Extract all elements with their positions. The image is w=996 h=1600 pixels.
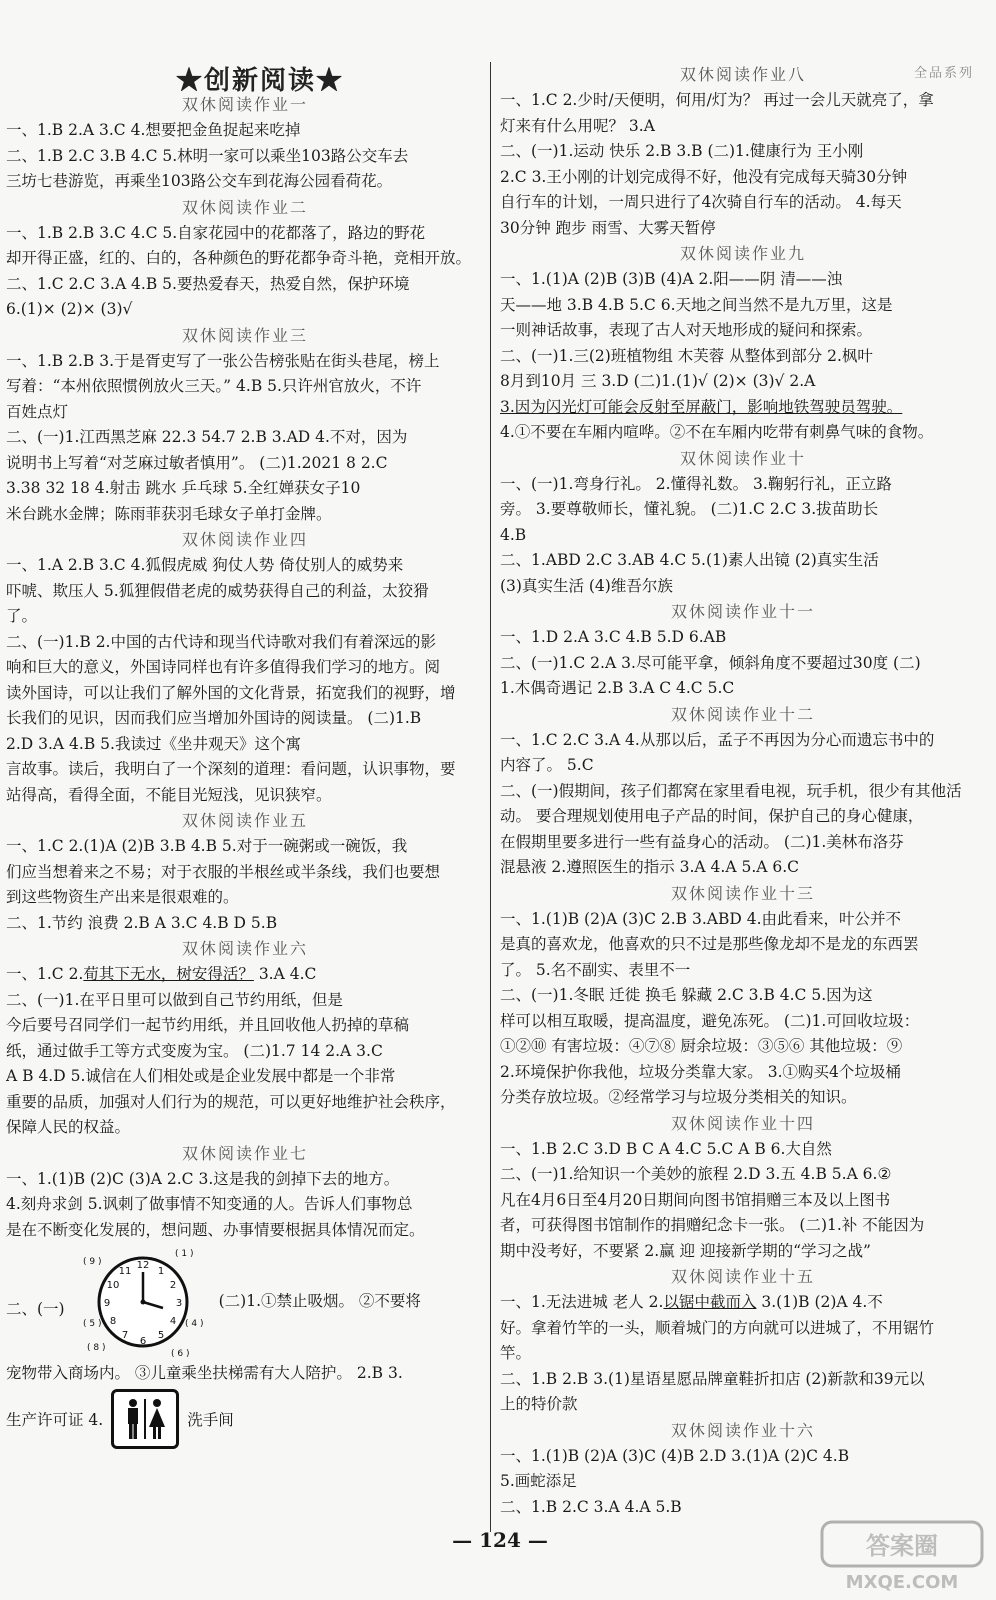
svg-text:7: 7 <box>121 1330 128 1341</box>
answer-line: 二、(一)假期间，孩子们都窝在家里看电视，玩手机，很少有其他活 <box>500 781 962 800</box>
section-heading: 双休阅读作业一 <box>181 95 308 114</box>
answer-line: 4.刻舟求剑 5.讽刺了做事情不知变通的人。告诉人们事物总 <box>6 1195 413 1213</box>
svg-text:2: 2 <box>169 1280 176 1291</box>
answer-line: A B 4.D 5.诚信在人们相处或是企业发展中都是一个非常 <box>6 1067 396 1085</box>
answer-line: 一、1.A 2.B 3.C 4.狐假虎威 狗仗人势 倚仗别人的威势来 <box>6 556 404 574</box>
answer-line: 重要的品质，加强对人们行为的规范，可以更好地维护社会秩序， <box>6 1092 456 1111</box>
answer-line: 样可以相互取暖，提高温度，避免冻死。 (二)1.可回收垃圾： <box>500 1011 920 1030</box>
watermark-logo-icon <box>818 1518 988 1594</box>
answer-line: 二、(一)1.给知识一个美妙的旅程 2.D 3.五 4.B 5.A 6.② <box>500 1165 892 1183</box>
answer-text: 3.A 4.C <box>253 965 317 983</box>
answer-line: 一、1.B 2.B 3.于是胥吏写了一张公告榜张贴在街头巷尾，榜上 <box>6 351 440 370</box>
answer-line: 了。 <box>6 607 38 625</box>
section-heading: 双休阅读作业十一 <box>670 602 815 621</box>
answer-line: 2.C 3.王小刚的计划完成得不好，他没有完成每天骑30分钟 <box>500 167 908 186</box>
answer-line: 响和巨大的意义，外国诗同样也有许多值得我们学习的地方。阅 <box>6 658 441 676</box>
answer-line: 一、1.D 2.A 3.C 4.B 5.D 6.AB <box>500 628 727 646</box>
answer-line: 内容了。 5.C <box>500 756 594 774</box>
answer-line: 自行车的计划，一周只进行了4次骑自行车的活动。 4.每天 <box>500 193 902 211</box>
svg-text:( 6 ): ( 6 ) <box>170 1349 190 1358</box>
underlined-answer: 3.因为闪光灯可能会反射至屏蔽门，影响地铁驾驶员驾驶。 <box>500 397 903 416</box>
answer-line: 是真的喜欢龙，他喜欢的只不过是那些像龙却不是龙的东西罢 <box>500 935 919 953</box>
answer-line: 分类存放垃圾。②经常学习与垃圾分类相关的知识。 <box>500 1088 857 1106</box>
svg-text:( 5 ): ( 5 ) <box>82 1319 102 1329</box>
answer-line: 天——地 3.B 4.B 5.C 6.天地之间当然不是九万里，这是 <box>500 295 893 314</box>
svg-text:( 9 ): ( 9 ) <box>82 1257 102 1267</box>
restroom-figures-icon <box>121 1397 169 1441</box>
answer-line: 者，可获得图书馆制作的捐赠纪念卡一张。 (二)1.补 不能因为 <box>500 1216 925 1234</box>
section-heading: 双休阅读作业四 <box>181 530 308 549</box>
section-heading: 双休阅读作业十三 <box>670 883 815 903</box>
answer-line: 宠物带入商场内。 ③儿童乘坐扶梯需有大人陪护。 2.B 3. <box>6 1364 403 1382</box>
section-heading: 双休阅读作业六 <box>181 939 308 958</box>
answer-text: 二、(一) <box>6 1300 65 1318</box>
answer-line: 二、(一)1.运动 快乐 2.B 3.B (二)1.健康行为 王小刚 <box>500 142 864 160</box>
answer-line: 保障人民的权益。 <box>6 1118 131 1136</box>
left-column <box>6 92 484 1451</box>
answer-line: 8月到10月 三 3.D (二)1.(1)√ (2)× (3)√ 2.A <box>500 372 816 390</box>
section-heading: 双休阅读作业十四 <box>670 1113 815 1133</box>
answer-line: 2.环境保护你我他，垃圾分类靠大家。 3.①购买4个垃圾桶 <box>500 1062 901 1081</box>
svg-text:( 8 ): ( 8 ) <box>86 1343 106 1353</box>
svg-text:11: 11 <box>118 1266 131 1277</box>
svg-text:3: 3 <box>175 1298 182 1309</box>
restroom-sign-icon <box>111 1389 179 1449</box>
answer-line: 一则神话故事，表现了古人对天地形成的疑问和探索。 <box>500 321 873 339</box>
answer-line: 一、1.C 2.C 3.A 4.从那以后，孟子不再因为分心而遗忘书中的 <box>500 730 935 749</box>
answer-line: 二、(一)1.C 2.A 3.尽可能平拿，倾斜角度不要超过30度 (二) <box>500 653 921 672</box>
svg-text:6: 6 <box>139 1336 146 1347</box>
right-column <box>500 62 986 1520</box>
answer-line: 一、1.C 2.(1)A (2)B 3.B 4.B 5.对于一碗粥或一碗饭，我 <box>6 837 408 855</box>
svg-text:12: 12 <box>136 1260 149 1271</box>
section-heading: 双休阅读作业十五 <box>670 1267 815 1286</box>
answer-text: 3.(1)B (2)A 4.不 <box>756 1293 883 1311</box>
answer-line: 6.(1)× (2)× (3)√ <box>6 300 133 318</box>
answer-line: 到这些物资生产出来是很艰难的。 <box>6 888 239 906</box>
svg-text:5: 5 <box>157 1330 164 1341</box>
answer-line: ①②⑩ 有害垃圾：④⑦⑧ 厨余垃圾：③⑤⑥ 其他垃圾：⑨ <box>500 1037 903 1055</box>
watermark-text: MXQE.COM <box>845 1572 959 1593</box>
underlined-answer: 以锯中截而入 <box>663 1293 757 1311</box>
svg-text:( 1 ): ( 1 ) <box>174 1249 194 1259</box>
answer-line: 二、(一)1.冬眠 迁徙 换毛 躲藏 2.C 3.B 4.C 5.因为这 <box>500 986 873 1004</box>
answer-line: 一、1.(1)B (2)C (3)A 2.C 3.这是我的剑掉下去的地方。 <box>6 1169 400 1188</box>
answer-line: 一、1.(1)A (2)B (3)B (4)A 2.阳——阴 清——浊 <box>500 270 843 288</box>
answer-text: 一、1.无法进城 老人 2. <box>500 1293 664 1311</box>
answer-line: 言故事。读后，我明白了一个深刻的道理：看问题，认识事物，要 <box>6 760 456 778</box>
section-heading: 双休阅读作业三 <box>181 325 308 345</box>
answer-line: 动。 要合理规划使用电子产品的时间，保护自己的身心健康， <box>500 807 924 825</box>
answer-line: 在假期里要多进行一些有益身心的活动。 (二)1.美林布洛芬 <box>500 832 904 851</box>
answer-line: 30分钟 跑步 雨雪、大雾天暂停 <box>500 218 716 237</box>
answer-line: 站得高，看得全面，不能目光短浅，见识狭窄。 <box>6 785 332 804</box>
answer-line: 写着：“本州依照惯例放火三天。” 4.B 5.只许州官放火，不许 <box>6 377 422 395</box>
svg-text:9: 9 <box>103 1298 110 1309</box>
answer-line: 们应当想着来之不易；对于衣服的半根丝或半条线，我们也要想 <box>6 862 441 881</box>
answer-line: 混悬液 2.遵照医生的指示 3.A 4.A 5.A 6.C <box>500 858 800 876</box>
page-title: ★创新阅读★ <box>175 66 344 96</box>
section-heading: 双休阅读作业二 <box>181 197 308 217</box>
answer-line: 二、(一)1.在平日里可以做到自己节约用纸，但是 <box>6 990 343 1009</box>
clock-row <box>6 1243 484 1361</box>
answer-line: 1.木偶奇遇记 2.B 3.A C 4.C 5.C <box>500 679 735 697</box>
answer-line: 二、(一)1.江西黑芝麻 22.3 54.7 2.B 3.AD 4.不对，因为 <box>6 428 408 446</box>
answer-line: 4.①不要在车厢内喧哗。②不在车厢内吃带有刺鼻气味的食物。 <box>500 423 934 441</box>
answer-line: 上的特价款 <box>500 1395 578 1413</box>
svg-text:8: 8 <box>109 1316 116 1327</box>
answer-text: 一、1.C 2. <box>6 965 84 983</box>
sign-row <box>6 1387 484 1451</box>
answer-line: 3.38 32 18 4.射击 跳水 乒乓球 5.全红婵获女子10 <box>6 479 361 497</box>
answer-line: 今后要号召同学们一起节约用纸，并且回收他人扔掉的草稿 <box>6 1016 410 1034</box>
answer-line: 一、1.(1)B (2)A (3)C (4)B 2.D 3.(1)A (2)C 4.B <box>500 1446 850 1465</box>
answer-line: 竿。 <box>500 1344 532 1362</box>
answer-line: 二、1.ABD 2.C 3.AB 4.C 5.(1)素人出镜 (2)真实生活 <box>500 551 879 569</box>
answer-line: 吓唬、欺压人 5.狐狸假借老虎的威势获得自己的利益，太狡猾 <box>6 581 429 600</box>
answer-line: 一、1.C 2.少时/天便明，何用/灯为？ 再过一会儿天就亮了，拿 <box>500 91 934 109</box>
answer-line: 凡在4月6日至4月20日期间向图书馆捐赠三本及以上图书 <box>500 1190 891 1209</box>
answer-line: 二、1.B 2.C 3.B 4.C 5.林明一家可以乘坐103路公交车去 <box>6 146 409 165</box>
clock-icon <box>83 1246 203 1358</box>
column-divider <box>490 62 491 1532</box>
section-heading: 双休阅读作业十 <box>679 448 806 468</box>
svg-text:4: 4 <box>169 1316 176 1327</box>
answer-line: 二、1.C 2.C 3.A 4.B 5.要热爱春天，热爱自然，保护环境 <box>6 274 410 293</box>
page-number: — 124 — <box>452 1528 548 1552</box>
answer-line: 三坊七巷游览，再乘坐103路公交车到花海公园看荷花。 <box>6 172 393 190</box>
svg-text:( 4 ): ( 4 ) <box>184 1319 203 1329</box>
answer-line <box>500 1290 986 1316</box>
answer-line: 一、1.B 2.C 3.D B C A 4.C 5.C A B 6.大自然 <box>500 1139 832 1158</box>
answer-line: 二、1.节约 浪费 2.B A 3.C 4.B D 5.B <box>6 913 278 932</box>
answer-line: 4.B <box>500 525 527 544</box>
svg-text:10: 10 <box>106 1280 119 1291</box>
answer-line: 说明书上写着“对芝麻过敏者慎用”。 (二)1.2021 8 2.C <box>6 453 388 472</box>
answer-line: 好。拿着竹竿的一头，顺着城门的方向就可以进城了，不用锯竹 <box>500 1318 935 1337</box>
answer-line: 纸，通过做手工等方式变废为宝。 (二)1.7 14 2.A 3.C <box>6 1041 383 1060</box>
answer-line <box>6 962 484 988</box>
answer-line: 却开得正盛，红的、白的，各种颜色的野花都争奇斗艳，竞相开放。 <box>6 249 472 267</box>
section-heading: 双休阅读作业八 <box>679 65 806 84</box>
section-heading: 双休阅读作业十二 <box>670 704 815 724</box>
answer-line: 2.D 3.A 4.B 5.我读过《坐井观天》这个寓 <box>6 734 301 753</box>
answer-line: 二、1.B 2.C 3.A 4.A 5.B <box>500 1497 682 1516</box>
svg-text:1: 1 <box>157 1266 164 1277</box>
answer-text: 生产许可证 4. <box>6 1410 104 1429</box>
corner-mark: 全品系列 <box>913 66 974 81</box>
answer-line: 二、1.B 2.B 3.(1)星语星愿品牌童鞋折扣店 (2)新款和39元以 <box>500 1369 925 1388</box>
answer-text: 洗手间 <box>187 1410 234 1429</box>
answer-line: 一、1.(1)B (2)A (3)C 2.B 3.ABD 4.由此看来，叶公并不 <box>500 909 902 928</box>
answer-line: 二、(一)1.三(2)班植物组 木芙蓉 从整体到部分 2.枫叶 <box>500 346 873 365</box>
answer-line: 长我们的见识，因而我们应当增加外国诗的阅读量。 (二)1.B <box>6 709 422 727</box>
section-heading: 双休阅读作业九 <box>679 244 806 263</box>
answer-line: 读外国诗，可以让我们了解外国的文化背景，拓宽我们的视野，增 <box>6 683 456 702</box>
answer-line: 灯来有什么用呢？ 3.A <box>500 116 655 135</box>
answer-line: 二、(一)1.B 2.中国的古代诗和现当代诗歌对我们有着深远的影 <box>6 632 436 651</box>
section-heading: 双休阅读作业十六 <box>670 1420 815 1440</box>
answer-line: 5.画蛇添足 <box>500 1472 577 1490</box>
underlined-answer: 荀其下无水，树安得活？ <box>83 965 254 983</box>
answer-line: 是在不断变化发展的，想问题、办事情要根据具体情况而定。 <box>6 1220 425 1239</box>
answer-line: 一、1.B 2.B 3.C 4.C 5.自家花园中的花都落了，路边的野花 <box>6 223 426 242</box>
answer-line: 一、1.B 2.A 3.C 4.想要把金鱼捉起来吃掉 <box>6 121 301 139</box>
answer-line: 米台跳水金牌；陈雨菲获羽毛球女子单打金牌。 <box>6 504 332 523</box>
answer-line: 了。 5.名不副实、表里不一 <box>500 960 691 979</box>
answer-line: 一、(一)1.弯身行礼。 2.懂得礼数。 3.鞠躬行礼，正立路 <box>500 474 892 493</box>
svg-text:答案圈: 答案圈 <box>866 1532 938 1560</box>
answer-line: 百姓点灯 <box>6 402 69 421</box>
answer-line: (3)真实生活 (4)维吾尔族 <box>500 576 673 595</box>
answer-line: 旁。 3.要尊敬师长，懂礼貌。 (二)1.C 2.C 3.拔苗助长 <box>500 500 879 518</box>
answer-text: (二)1.①禁止吸烟。 ②不要将 <box>218 1292 421 1311</box>
answer-line: 期中没考好，不要紧 2.赢 迎 迎接新学期的“学习之战” <box>500 1241 871 1260</box>
section-heading: 双休阅读作业七 <box>181 1143 308 1163</box>
section-heading: 双休阅读作业五 <box>181 811 308 830</box>
